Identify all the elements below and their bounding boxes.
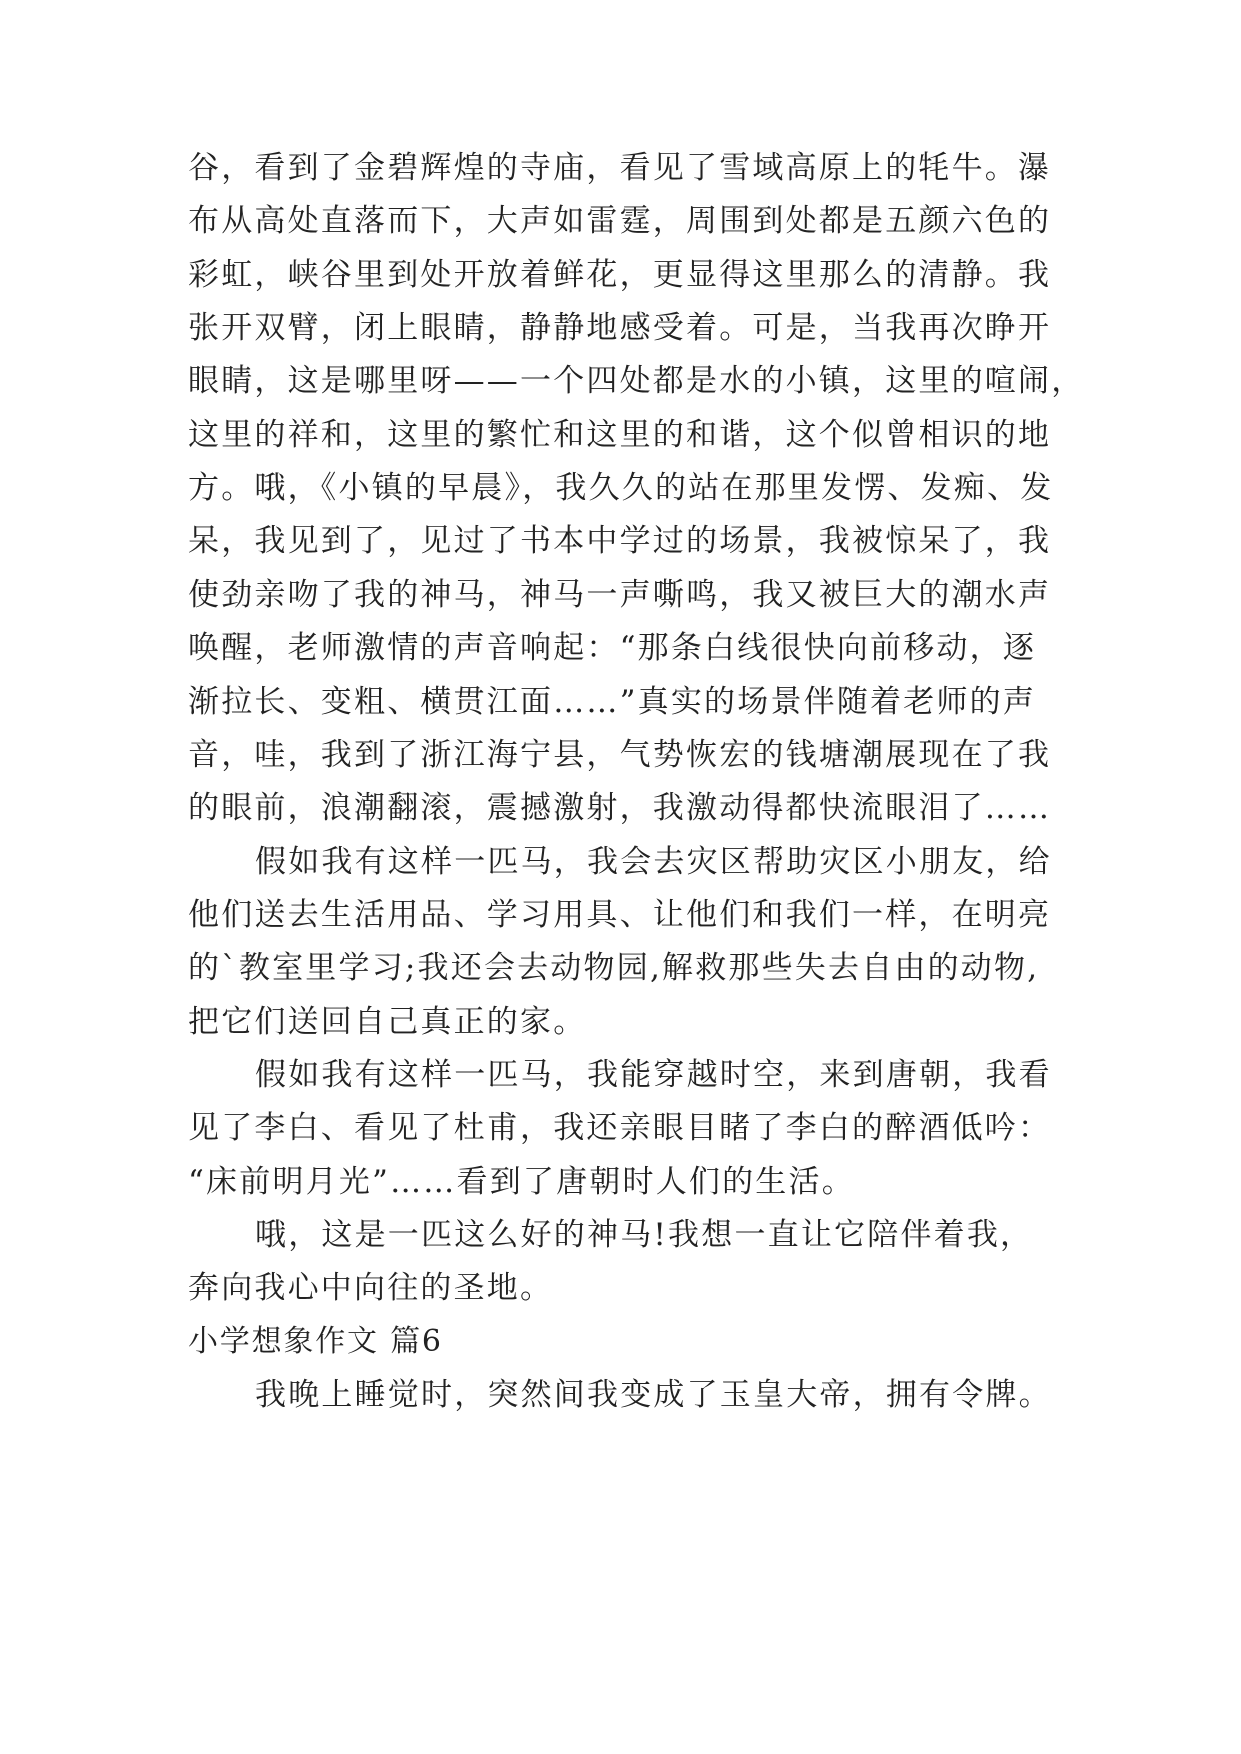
text-line: “床前明月光”……看到了唐朝时人们的生活。 [188,1164,855,1200]
text-line: 我晚上睡觉时，突然间我变成了玉皇大帝，拥有令牌。 [255,1377,1052,1413]
text-line: 把它们送回自己真正的家。 [188,1004,587,1040]
text-line: 唤醒，老师激情的声音响起：“那条白线很快向前移动，逐 [188,630,1037,666]
text-line: 的`教室里学习;我还会去动物园,解救那些失去自由的动物, [188,950,1040,986]
text-line: 奔向我心中向往的圣地。 [188,1270,554,1306]
text-line: 假如我有这样一匹马，我能穿越时空，来到唐朝，我看 [255,1057,1052,1093]
text-line: 布从高处直落而下，大声如雷霆，周围到处都是五颜六色的 [188,203,1052,239]
text-line: 张开双臂，闭上眼睛，静静地感受着。可是，当我再次睁开 [188,310,1052,346]
text-line: 音，哇，我到了浙江海宁县，气势恢宏的钱塘潮展现在了我 [188,737,1052,773]
text-line: 假如我有这样一匹马，我会去灾区帮助灾区小朋友，给 [255,844,1052,880]
section-heading: 小学想象作文 篇6 [188,1324,443,1359]
text-line: 渐拉长、变粗、横贯江面……”真实的场景伴随着老师的声 [188,684,1037,720]
text-line: 见了李白、看见了杜甫，我还亲眼目睹了李白的醉酒低吟： [188,1110,1052,1146]
text-line: 眼睛，这是哪里呀——一个四处都是水的小镇，这里的喧闹， [188,363,1085,399]
text-line: 他们送去生活用品、学习用具、让他们和我们一样，在明亮 [188,897,1052,933]
text-line: 呆，我见到了，见过了书本中学过的场景，我被惊呆了，我 [188,523,1052,559]
text-line: 彩虹，峡谷里到处开放着鲜花，更显得这里那么的清静。我 [188,257,1052,293]
text-line: 这里的祥和，这里的繁忙和这里的和谐，这个似曾相识的地 [188,417,1052,453]
text-line: 方。哦，《小镇的早晨》，我久久的站在那里发愣、发痴、发 [188,470,1054,506]
text-line: 谷，看到了金碧辉煌的寺庙，看见了雪域高原上的牦牛。瀑 [188,150,1052,186]
text-line: 哦，这是一匹这么好的神马!我想一直让它陪伴着我， [255,1217,1034,1253]
text-line: 使劲亲吻了我的神马，神马一声嘶鸣，我又被巨大的潮水声 [188,577,1052,613]
text-line: 的眼前，浪潮翻滚，震撼激射，我激动得都快流眼泪了…… [188,790,1052,826]
